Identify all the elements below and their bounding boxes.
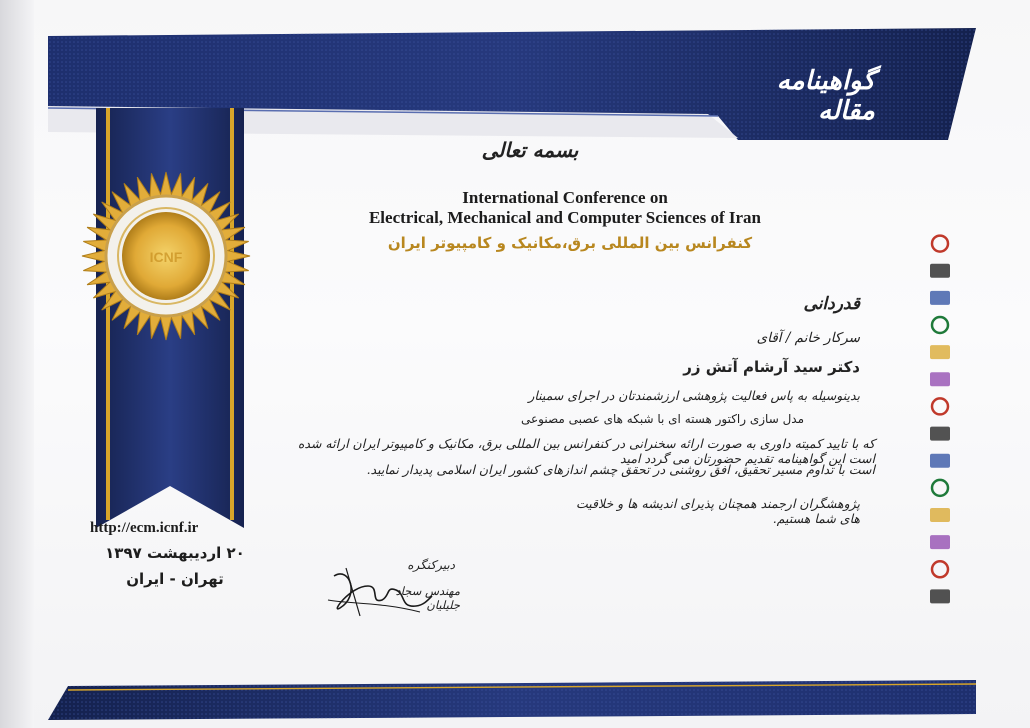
sponsor-logo-9 [930,454,950,468]
conference-title-en-line2: Electrical, Mechanical and Computer Sciences of Iran [368,208,762,227]
gold-seal [78,168,254,344]
sponsor-logo-12 [930,535,950,549]
sponsor-logo-7 [932,398,948,414]
closing-text: پژوهشگران ارجمند همچنان پذیرای اندیشه ها و خلاقیت های شما هستیم. [575,496,860,526]
sponsor-logo-2 [930,264,950,278]
sponsor-logo-10 [932,480,948,496]
sponsor-logo-3 [930,291,950,305]
sponsor-logo-6 [930,372,950,386]
certificate-header-title: گواهینامه مقاله [776,66,875,126]
sponsor-logo-4 [932,317,948,333]
body-text-line1: که با تایید کمیته داوری به صورت ارائه سخنرانی در کنفرانس بین المللی برق، مکانیک و کامپیوتر ایران ارائه شده است این گواهینامه تقدیم حضورتان می گردد امید [297,436,875,466]
seal-text: ICNF [149,249,183,265]
issue-date: ۲۰ اردیبهشت ۱۳۹۷ [105,544,245,562]
certificate-title: قدردانی [803,294,860,314]
paper-title: مدل سازی راکتور هسته ای با شبکه های عصبی مصنوعی [520,412,805,426]
sponsor-logos [918,230,962,610]
conference-website: http://ecm.icnf.ir [90,520,199,536]
secretary-name: مهندس سجاد جلیلیان [395,584,460,612]
paper-edge-shadow [0,0,34,728]
sponsor-logo-8 [930,427,950,441]
bismillah: بسمه تعالی [481,138,579,162]
body-text-line2: است با تداوم مسیر تحقیق، افق روشنی در تحقق چشم اندازهای کشور ایران اسلامی پدیدار نمایید. [366,462,875,477]
appreciation-line: بدینوسیله به پاس فعالیت پژوهشی ارزشمندتان در اجرای سمینار [528,388,860,403]
bottom-banner [48,680,976,720]
issue-place: تهران - ایران [126,570,224,588]
sponsor-logo-5 [930,345,950,359]
conference-title-fa: کنفرانس بین المللی برق،مکانیک و کامپیوتر ایران [387,234,753,252]
recipient-name: دکتر سید آرشام آتش زر [683,358,860,376]
sponsor-logo-1 [932,236,948,252]
sponsor-logo-11 [930,508,950,522]
sponsor-logo-13 [932,561,948,577]
secretary-role: دبیرکنگره [407,558,455,572]
salutation: سرکار خانم / آقای [756,330,860,346]
conference-title-en-line1: International Conference on [462,188,668,207]
sponsor-logo-14 [930,589,950,603]
